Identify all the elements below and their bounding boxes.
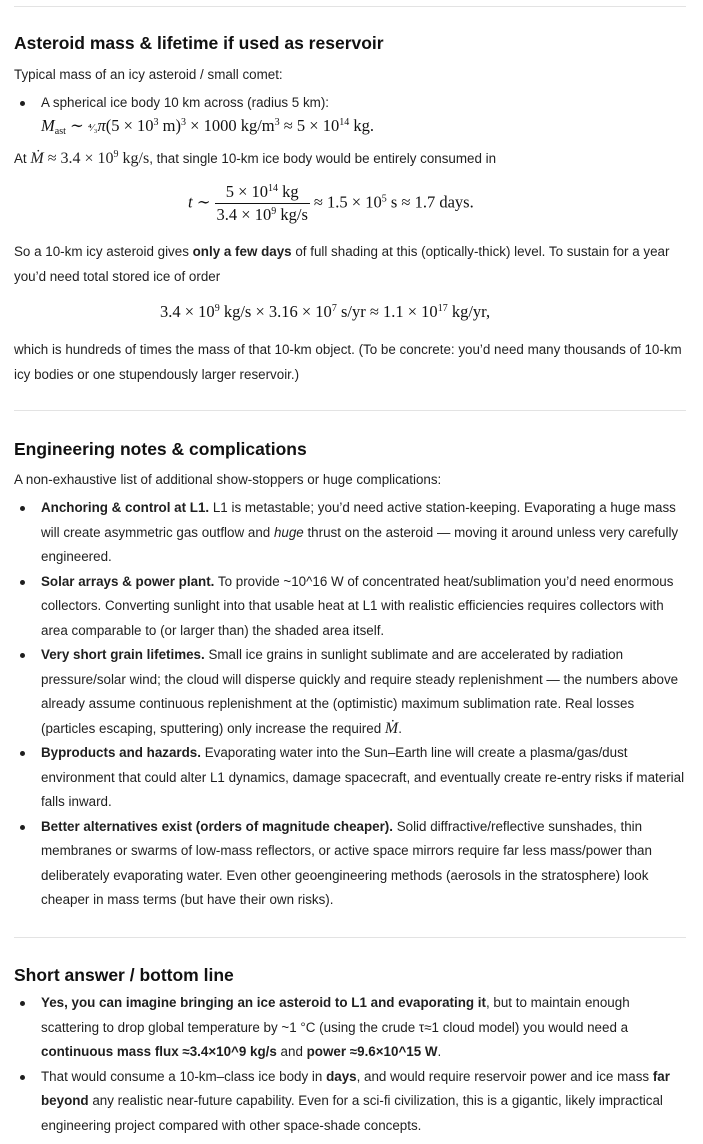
list-item: Very short grain lifetimes. Small ice grains in sunlight sublimate and are accelerated by radiation pressure/solar wind; the cloud will disperse quickly and require steady replenishment — the numbers above already assume continuous replenishment at the (optimistic) maximum sublimation rate. Real losses (particles escaping, sputtering) only increase the required Ṁ. [14,643,686,741]
list-item: Solar arrays & power plant. To provide ~10^16 W of concentrated heat/sublimation you’d need enormous collectors. Converting sunlight into that usable heat at L1 with realistic efficiencies requires collectors with area comparable to (or larger than) the shaded area itself. [14,570,686,644]
year-equation: $3.4 \times 10^9$ $kg/s \times 3.16 \times 10^7$ $s/yr \approx 1.1 \times 10^{17}$ kg/yr, [160,302,491,321]
mass-list [14,91,686,116]
divider [14,937,686,938]
bottom-line-list [14,991,686,1138]
mass-equation: $M_{ast}$ ∼ ⁴⁄₃π(5 × $10^3$ m)$^3$ × 1000 $kg/m^3 \approx 5 \times 10^{14}$ kg. [41,116,374,137]
list-item: Better alternatives exist (orders of magnitude cheaper). Solid diffractive/reflective sunshades, thin membranes or swarms of low-mass reflectors, or active space mirrors require far less mass/power than deliberately evaporating water. Even other geoengineering methods (aerosols in the stratosphere) look cheaper in mass terms (but have their own risks). [14,815,686,913]
rate-value: Ṁ ≈ $3.4 \times 10^9$ kg/s [30,149,150,167]
engineering-list [14,496,686,913]
list-item: Byproducts and hazards. Evaporating water into the Sun–Earth line will create a plasma/gas/dust environment that could alter L1 dynamics, damage spacecraft, and eventually create re-entry risks if material falls inward. [14,741,686,815]
section-title-asteroid-mass: Asteroid mass & lifetime if used as reservoir [14,33,384,53]
section-title-engineering: Engineering notes & complications [14,439,307,459]
list-item: Yes, you can imagine bringing an ice asteroid to L1 and evaporating it, but to maintain enough scattering to drop global temperature by ~1 °C (using the crude τ≈1 cloud model) you would need a continuous mass flux ≈3.4×10^9 kg/s and power ≈9.6×10^15 W. [14,991,686,1065]
section-title-bottom-line: Short answer / bottom line [14,965,234,985]
lifetime-equation: t ∼ $\frac{5 \times 10^{14} kg}{3.4 \times 10^9 kg/s}$ ≈ $1.5 \times 10^5$ s ≈ 1.7 days. [188,182,474,224]
intro-text: A non-exhaustive list of additional show-stoppers or huge complications: [14,472,442,487]
paragraph-reservoir: which is hundreds of times the mass of that 10-km object. (To be concrete: you’d need many thousands of 10-km icy bodies or one stupendously larger reservoir.) [14,342,682,382]
bullet-text: A spherical ice body 10 km across (radius 5 km): [41,95,330,110]
divider [14,6,686,7]
intro-text: Typical mass of an icy asteroid / small comet: [14,67,283,82]
rate-sentence: At Ṁ ≈ $3.4 \times 10^9$ kg/s, that single 10-km ice body would be entirely consumed in [14,149,497,167]
divider [14,410,686,411]
list-item: Anchoring & control at L1. L1 is metastable; you’d need active station-keeping. Evaporating a huge mass will create asymmetric gas outflow and huge thrust on the asteroid — moving it around unless very carefully engineered. [14,496,686,570]
list-item: That would consume a 10-km–class ice body in days, and would require reservoir power and ice mass far beyond any realistic near-future capability. Even for a sci-fi civilization, this is a gigantic, likely impractical engineering project compared with other space-shade concepts. [14,1065,686,1139]
paragraph-year-supply: So a 10-km icy asteroid gives only a few days of full shading at this (optically-thick) level. To sustain for a year you’d need total stored ice of order [14,244,670,284]
list-item [14,91,686,116]
